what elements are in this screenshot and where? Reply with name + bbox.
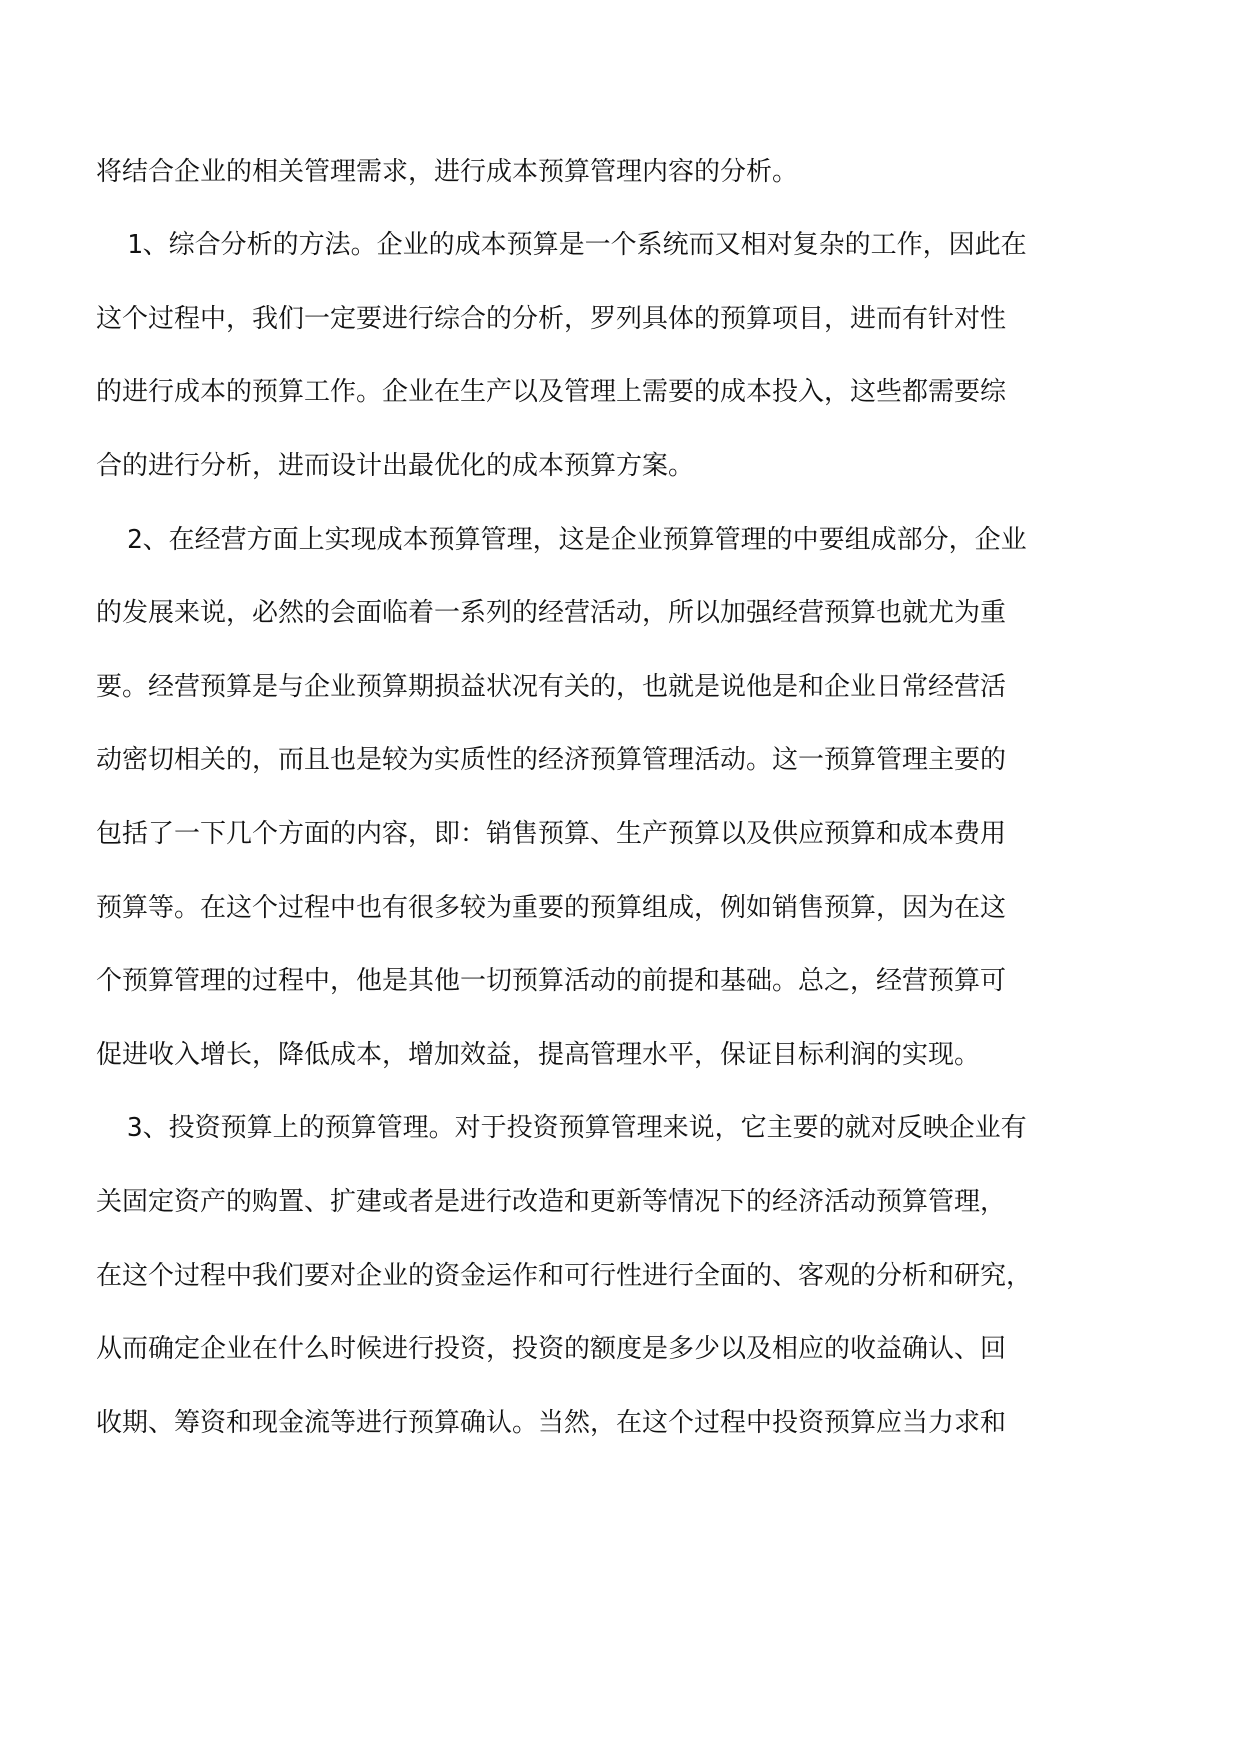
- text-line-14-content: 3、投资预算上的预算管理。对于投资预算管理来说，它主要的就对反映企业有: [127, 1113, 1027, 1143]
- text-line-8: [0, 667, 1241, 707]
- text-line-13: [0, 1035, 1241, 1075]
- text-line-9: [0, 740, 1241, 780]
- text-line-14: [0, 1108, 1241, 1148]
- text-line-13-content: 促进收入增长，降低成本，增加效益，提高管理水平，保证目标利润的实现。: [96, 1040, 981, 1070]
- text-line-16: [0, 1256, 1241, 1296]
- text-line-5: [0, 446, 1241, 486]
- text-line-1-content: 将结合企业的相关管理需求，进行成本预算管理内容的分析。: [96, 157, 799, 187]
- text-line-5-content: 合的进行分析，进而设计出最优化的成本预算方案。: [96, 451, 695, 481]
- text-line-16-content: 在这个过程中我们要对企业的资金运作和可行性进行全面的、客观的分析和研究，: [96, 1261, 1033, 1291]
- text-line-2-content: 1、综合分析的方法。企业的成本预算是一个系统而又相对复杂的工作，因此在: [127, 230, 1027, 260]
- text-line-7: [0, 593, 1241, 633]
- text-line-7-content: 的发展来说，必然的会面临着一系列的经营活动，所以加强经营预算也就尤为重: [96, 598, 1007, 628]
- text-line-12: [0, 961, 1241, 1001]
- text-line-9-content: 动密切相关的，而且也是较为实质性的经济预算管理活动。这一预算管理主要的: [96, 745, 1007, 775]
- text-line-15-content: 关固定资产的购置、扩建或者是进行改造和更新等情况下的经济活动预算管理，: [96, 1187, 1007, 1217]
- text-line-8-content: 要。经营预算是与企业预算期损益状况有关的，也就是说他是和企业日常经营活: [96, 672, 1007, 702]
- text-line-18: [0, 1403, 1241, 1443]
- text-line-12-content: 个预算管理的过程中，他是其他一切预算活动的前提和基础。总之，经营预算可: [96, 966, 1007, 996]
- text-line-6-content: 2、在经营方面上实现成本预算管理，这是企业预算管理的中要组成部分，企业: [127, 525, 1027, 555]
- text-line-1: [0, 152, 1241, 192]
- text-line-4: [0, 372, 1241, 412]
- text-line-3: [0, 299, 1241, 339]
- text-line-6: [0, 520, 1241, 560]
- text-line-11-content: 预算等。在这个过程中也有很多较为重要的预算组成，例如销售预算，因为在这: [96, 893, 1007, 923]
- text-line-2: [0, 225, 1241, 265]
- text-line-17: [0, 1329, 1241, 1369]
- text-line-11: [0, 888, 1241, 928]
- text-line-10: [0, 814, 1241, 854]
- text-line-15: [0, 1182, 1241, 1222]
- text-line-4-content: 的进行成本的预算工作。企业在生产以及管理上需要的成本投入，这些都需要综: [96, 377, 1007, 407]
- text-line-17-content: 从而确定企业在什么时候进行投资，投资的额度是多少以及相应的收益确认、回: [96, 1334, 1007, 1364]
- text-line-3-content: 这个过程中，我们一定要进行综合的分析，罗列具体的预算项目，进而有针对性: [96, 304, 1007, 334]
- text-line-10-content: 包括了一下几个方面的内容，即：销售预算、生产预算以及供应预算和成本费用: [96, 819, 1007, 849]
- text-line-18-content: 收期、筹资和现金流等进行预算确认。当然，在这个过程中投资预算应当力求和: [96, 1408, 1007, 1438]
